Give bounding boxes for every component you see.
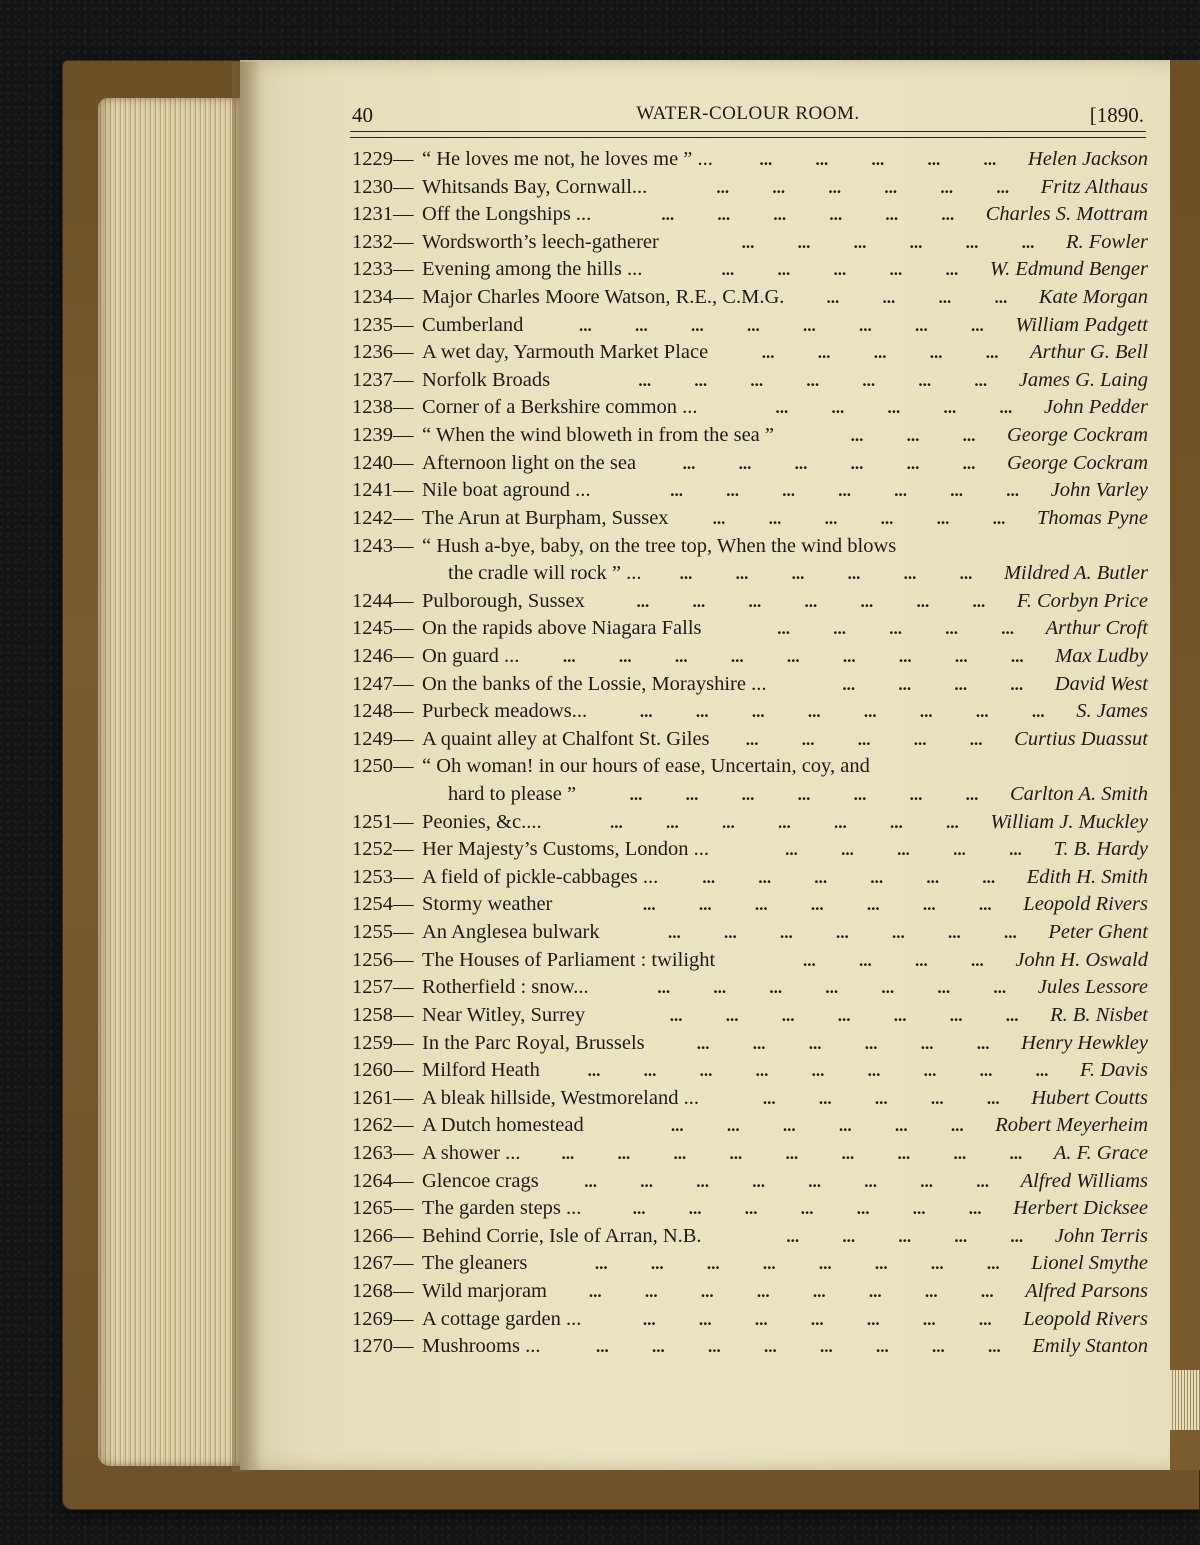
artwork-title: In the Parc Royal, Brussels	[422, 1031, 645, 1054]
artist-name: Thomas Pyne	[1036, 506, 1148, 529]
year-mark: [1890.	[1089, 103, 1144, 127]
dot-leader: ... ... ... ... ... ...	[696, 1033, 990, 1053]
artist-name: Mildred A. Butler	[1003, 562, 1148, 585]
dot-leader: ... ... ...	[850, 426, 976, 446]
list-item	[352, 229, 1148, 257]
artist-name: Alfred Williams	[1020, 1169, 1148, 1192]
artwork-title: Corner of a Berkshire common ...	[422, 396, 698, 419]
artwork-title: Pulborough, Sussex	[422, 589, 585, 612]
artwork-title: Norfolk Broads	[422, 368, 551, 391]
catalogue-number: 1250—	[352, 755, 414, 778]
list-item	[352, 422, 1148, 450]
artwork-title: Wild marjoram	[422, 1279, 547, 1302]
artwork-title: The garden steps ...	[422, 1197, 582, 1220]
list-item	[352, 891, 1148, 919]
list-item	[352, 174, 1148, 202]
artwork-title: Nile boat aground ...	[422, 479, 591, 502]
artwork-title: Evening among the hills ...	[422, 258, 643, 281]
artwork-title: hard to please ”	[448, 783, 577, 806]
artist-name: R. B. Nisbet	[1050, 1003, 1148, 1026]
catalogue-number: 1253—	[352, 865, 414, 888]
artwork-title: Rotherfield : snow...	[422, 976, 589, 999]
artwork-title: “ He loves me not, he loves me ” ...	[422, 148, 713, 170]
dot-leader: ... ... ... ... ... ...	[670, 1116, 964, 1136]
catalogue-list	[352, 146, 1148, 1361]
artwork-title: Afternoon light on the sea	[422, 451, 637, 474]
list-item	[352, 1085, 1148, 1113]
artist-name: Peter Ghent	[1048, 921, 1148, 944]
catalogue-number: 1243—	[352, 534, 414, 557]
catalogue-number: 1234—	[352, 286, 414, 309]
list-item	[352, 1250, 1148, 1278]
catalogue-number: 1251—	[352, 810, 414, 833]
list-item	[352, 450, 1148, 478]
list-item	[352, 1333, 1148, 1361]
artwork-title: An Anglesea bulwark	[422, 921, 600, 944]
catalogue-number: 1242—	[352, 506, 414, 529]
dot-leader: ... ... ... ... ...	[785, 840, 1022, 860]
artwork-title: A field of pickle-cabbages ...	[422, 865, 659, 888]
catalogue-number: 1266—	[352, 1224, 414, 1247]
artist-name: Lionel Smythe	[1031, 1252, 1148, 1275]
artist-name: T. B. Hardy	[1053, 838, 1148, 861]
dot-leader: ... ... ... ... ... ... ...	[642, 895, 992, 915]
running-head	[352, 100, 1144, 132]
artist-name: F. Corbyn Price	[1016, 589, 1148, 612]
catalogue-number: 1240—	[352, 451, 414, 474]
artist-name: Edith H. Smith	[1026, 865, 1148, 888]
list-item	[352, 1278, 1148, 1306]
dot-leader: ... ... ... ... ...	[762, 1088, 1000, 1108]
artist-name: F. Davis	[1080, 1059, 1148, 1082]
list-item	[352, 560, 1148, 588]
artist-name: George Cockram	[1007, 451, 1148, 474]
artist-name: S. James	[1076, 700, 1148, 723]
catalogue-number: 1244—	[352, 589, 414, 612]
catalogue-number: 1241—	[352, 479, 414, 502]
list-item	[352, 312, 1148, 340]
catalogue-number: 1256—	[352, 948, 414, 971]
list-item	[352, 1112, 1148, 1140]
artist-name: Max Ludby	[1055, 644, 1148, 667]
list-item	[352, 339, 1148, 367]
list-item	[352, 284, 1148, 312]
catalogue-number: 1232—	[352, 230, 414, 253]
artwork-title: Her Majesty’s Customs, London ...	[422, 838, 709, 861]
list-item	[352, 1140, 1148, 1168]
header-rule	[350, 131, 1146, 138]
artist-name: Curtius Duassut	[1014, 727, 1148, 750]
dot-leader: ... ... ... ... ... ... ...	[657, 978, 1007, 998]
catalogue-number: 1249—	[352, 727, 414, 750]
dot-leader: ... ... ... ... ...	[775, 398, 1013, 418]
dot-leader: ... ... ... ... ... ...	[661, 205, 955, 225]
artwork-title: Off the Longships ...	[422, 203, 592, 226]
dot-leader: ... ... ... ... ...	[786, 1226, 1024, 1246]
artwork-title: The gleaners	[422, 1252, 528, 1275]
catalogue-number: 1267—	[352, 1252, 414, 1275]
list-item	[352, 753, 1148, 781]
dot-leader: ... ... ... ... ... ... ...	[636, 591, 986, 611]
artist-name: Henry Hewkley	[1021, 1031, 1148, 1054]
list-item	[352, 726, 1148, 754]
catalogue-number: 1265—	[352, 1197, 414, 1220]
artwork-title: Major Charles Moore Watson, R.E., C.M.G.	[422, 286, 785, 309]
catalogue-number: 1236—	[352, 341, 414, 364]
artwork-title: A quaint alley at Chalfont St. Giles	[422, 727, 710, 750]
list-item	[352, 394, 1148, 422]
dot-leader: ... ... ... ... ... ... ... ...	[588, 1281, 994, 1301]
artist-name: Arthur G. Bell	[1030, 341, 1148, 364]
dot-leader: ... ... ... ... ... ...	[682, 453, 976, 473]
catalogue-number: 1260—	[352, 1059, 414, 1082]
list-item	[352, 367, 1148, 395]
artwork-title: “ Hush a-bye, baby, on the tree top, When the wind blows	[422, 534, 897, 557]
artist-name: Leopold Rivers	[1023, 893, 1148, 916]
dot-leader: ... ... ... ... ... ... ... ...	[594, 1254, 1000, 1274]
list-item	[352, 146, 1148, 174]
artwork-title: Purbeck meadows...	[422, 700, 588, 723]
dot-leader: ... ... ... ... ... ... ...	[629, 785, 979, 805]
artwork-title: A wet day, Yarmouth Market Place	[422, 341, 709, 364]
catalogue-number: 1257—	[352, 976, 414, 999]
page-gutter	[232, 62, 262, 1472]
dot-leader: ... ... ... ... ... ... ...	[668, 923, 1017, 943]
artwork-title: A Dutch homestead	[422, 1114, 584, 1137]
artwork-title: A cottage garden ...	[422, 1307, 582, 1330]
artwork-title: “ Oh woman! in our hours of ease, Uncertain, coy, and	[422, 755, 870, 778]
list-item	[352, 1030, 1148, 1058]
artist-name: Helen Jackson	[1027, 148, 1148, 170]
list-item	[352, 615, 1148, 643]
dot-leader: ... ... ... ... ... ... ...	[632, 1199, 982, 1219]
list-item	[352, 864, 1148, 892]
artwork-title: The Arun at Burpham, Sussex	[422, 506, 669, 529]
artist-name: Charles S. Mottram	[985, 203, 1148, 226]
list-item	[352, 201, 1148, 229]
catalogue-number: 1263—	[352, 1141, 414, 1164]
dot-leader: ... ... ... ... ... ... ...	[638, 370, 988, 390]
catalogue-number: 1235—	[352, 313, 414, 336]
catalogue-number: 1268—	[352, 1279, 414, 1302]
artist-name: Jules Lessore	[1037, 976, 1148, 999]
list-item	[352, 1195, 1148, 1223]
artwork-title: Near Witley, Surrey	[422, 1003, 586, 1026]
catalogue-number: 1229—	[352, 148, 414, 170]
dot-leader: ... ... ... ...	[802, 950, 984, 970]
artwork-title: Cumberland	[422, 313, 524, 336]
list-item	[352, 477, 1148, 505]
page-stack-right	[1170, 1370, 1200, 1430]
artwork-title: Stormy weather	[422, 893, 553, 916]
artwork-title: “ When the wind bloweth in from the sea ”	[422, 424, 775, 447]
artwork-title: Peonies, &c....	[422, 810, 542, 833]
artist-name: Carlton A. Smith	[1009, 783, 1148, 806]
dot-leader: ... ... ... ... ... ... ...	[669, 1005, 1019, 1025]
list-item	[352, 1306, 1148, 1334]
dot-leader: ... ... ... ... ... ... ... ... ...	[562, 646, 1024, 666]
artwork-title: The Houses of Parliament : twilight	[422, 948, 716, 971]
catalogue-number: 1255—	[352, 921, 414, 944]
catalogue-number: 1259—	[352, 1031, 414, 1054]
artwork-title: Milford Heath	[422, 1059, 540, 1082]
list-item	[352, 671, 1148, 699]
artist-name: Fritz Althaus	[1040, 175, 1148, 198]
list-item	[352, 1057, 1148, 1085]
catalogue-number: 1262—	[352, 1114, 414, 1137]
list-item	[352, 1168, 1148, 1196]
catalogue-number: 1239—	[352, 424, 414, 447]
artist-name: James G. Laing	[1018, 368, 1148, 391]
catalogue-number: 1247—	[352, 672, 414, 695]
list-item	[352, 809, 1148, 837]
dot-leader: ... ... ... ... ... ...	[712, 508, 1006, 528]
catalogue-number: 1252—	[352, 838, 414, 861]
artwork-title: Behind Corrie, Isle of Arran, N.B.	[422, 1224, 702, 1247]
catalogue-number: 1264—	[352, 1169, 414, 1192]
artist-name: R. Fowler	[1066, 230, 1148, 253]
artist-name: William J. Muckley	[990, 810, 1148, 833]
catalogue-number: 1254—	[352, 893, 414, 916]
list-item	[352, 781, 1148, 809]
page-number: 40	[352, 103, 373, 127]
artwork-title: A shower ...	[422, 1141, 521, 1164]
dot-leader: ... ... ... ... ...	[745, 729, 983, 749]
artwork-title: Whitsands Bay, Cornwall...	[422, 175, 648, 198]
list-item	[352, 588, 1148, 616]
cover-edge-right	[1170, 60, 1200, 1470]
list-item	[352, 836, 1148, 864]
catalogue-number: 1233—	[352, 258, 414, 281]
artwork-title: A bleak hillside, Westmoreland ...	[422, 1086, 699, 1109]
artist-name: Kate Morgan	[1038, 286, 1148, 309]
list-item	[352, 256, 1148, 284]
page-edges	[98, 98, 243, 1466]
artwork-title: Glencoe crags	[422, 1169, 539, 1192]
catalogue-number: 1261—	[352, 1086, 414, 1109]
artist-name: W. Edmund Benger	[989, 258, 1148, 281]
dot-leader: ... ... ... ...	[842, 674, 1024, 694]
catalogue-number: 1246—	[352, 644, 414, 667]
dot-leader: ... ... ... ... ... ... ... ...	[578, 315, 984, 335]
catalogue-number: 1248—	[352, 700, 414, 723]
artist-name: Arthur Croft	[1045, 617, 1148, 640]
dot-leader: ... ... ... ... ... ... ... ...	[596, 1337, 1001, 1357]
catalogue-number: 1258—	[352, 1003, 414, 1026]
list-item	[352, 919, 1148, 947]
artist-name: John H. Oswald	[1015, 948, 1148, 971]
dot-leader: ... ... ... ... ... ...	[741, 232, 1035, 252]
list-item	[352, 505, 1148, 533]
artist-name: Alfred Parsons	[1025, 1279, 1148, 1302]
list-item	[352, 1002, 1148, 1030]
list-item	[352, 1223, 1148, 1251]
artist-name: George Cockram	[1007, 424, 1148, 447]
dot-leader: ... ... ... ... ...	[761, 343, 999, 363]
artist-name: Herbert Dicksee	[1013, 1197, 1148, 1220]
artwork-title: Mushrooms ...	[422, 1335, 541, 1358]
catalogue-number: 1270—	[352, 1335, 414, 1358]
artist-name: Leopold Rivers	[1023, 1307, 1148, 1330]
artist-name: A. F. Grace	[1053, 1141, 1148, 1164]
artist-name: Hubert Coutts	[1031, 1086, 1148, 1109]
artist-name: Emily Stanton	[1032, 1335, 1148, 1358]
dot-leader: ... ... ... ... ... ... ... ...	[639, 702, 1045, 722]
dot-leader: ... ... ... ... ... ...	[716, 177, 1010, 197]
catalogue-number: 1269—	[352, 1307, 414, 1330]
dot-leader: ... ... ... ... ... ... ... ...	[584, 1171, 989, 1191]
dot-leader: ... ... ... ... ... ... ... ... ...	[561, 1143, 1023, 1163]
artist-name: Robert Meyerheim	[995, 1114, 1148, 1137]
running-title: WATER-COLOUR ROOM.	[636, 103, 860, 124]
list-item	[352, 533, 1148, 561]
artist-name: William Padgett	[1015, 313, 1148, 336]
artwork-title: Wordsworth’s leech-gatherer	[422, 230, 659, 253]
catalogue-number: 1230—	[352, 175, 414, 198]
list-item	[352, 947, 1148, 975]
artist-name: John Terris	[1054, 1224, 1148, 1247]
artist-name: John Pedder	[1043, 396, 1148, 419]
dot-leader: ... ... ... ... ...	[721, 260, 959, 280]
dot-leader: ... ... ... ... ...	[777, 619, 1015, 639]
artwork-title: On the banks of the Lossie, Morayshire ...	[422, 672, 767, 695]
dot-leader: ... ... ... ... ... ...	[679, 564, 973, 584]
list-item	[352, 698, 1148, 726]
dot-leader: ... ... ... ... ... ... ... ... ...	[587, 1061, 1049, 1081]
artwork-title: On the rapids above Niagara Falls	[422, 617, 702, 640]
dot-leader: ... ... ... ... ... ... ...	[670, 481, 1020, 501]
catalogue-number: 1245—	[352, 617, 414, 640]
catalogue-number: 1238—	[352, 396, 414, 419]
artwork-title: the cradle will rock ” ...	[448, 562, 642, 585]
artist-name: David West	[1054, 672, 1148, 695]
artwork-title: On guard ...	[422, 644, 520, 667]
dot-leader: ... ... ... ...	[826, 288, 1008, 308]
dot-leader: ... ... ... ... ... ...	[702, 867, 996, 887]
list-item	[352, 643, 1148, 671]
artist-name: John Varley	[1050, 479, 1148, 502]
dot-leader: ... ... ... ... ... ... ...	[642, 1309, 992, 1329]
dot-leader: ... ... ... ... ... ... ...	[609, 812, 959, 832]
catalogue-number: 1237—	[352, 368, 414, 391]
dot-leader: ... ... ... ... ...	[759, 150, 997, 169]
catalogue-number: 1231—	[352, 203, 414, 226]
list-item	[352, 974, 1148, 1002]
